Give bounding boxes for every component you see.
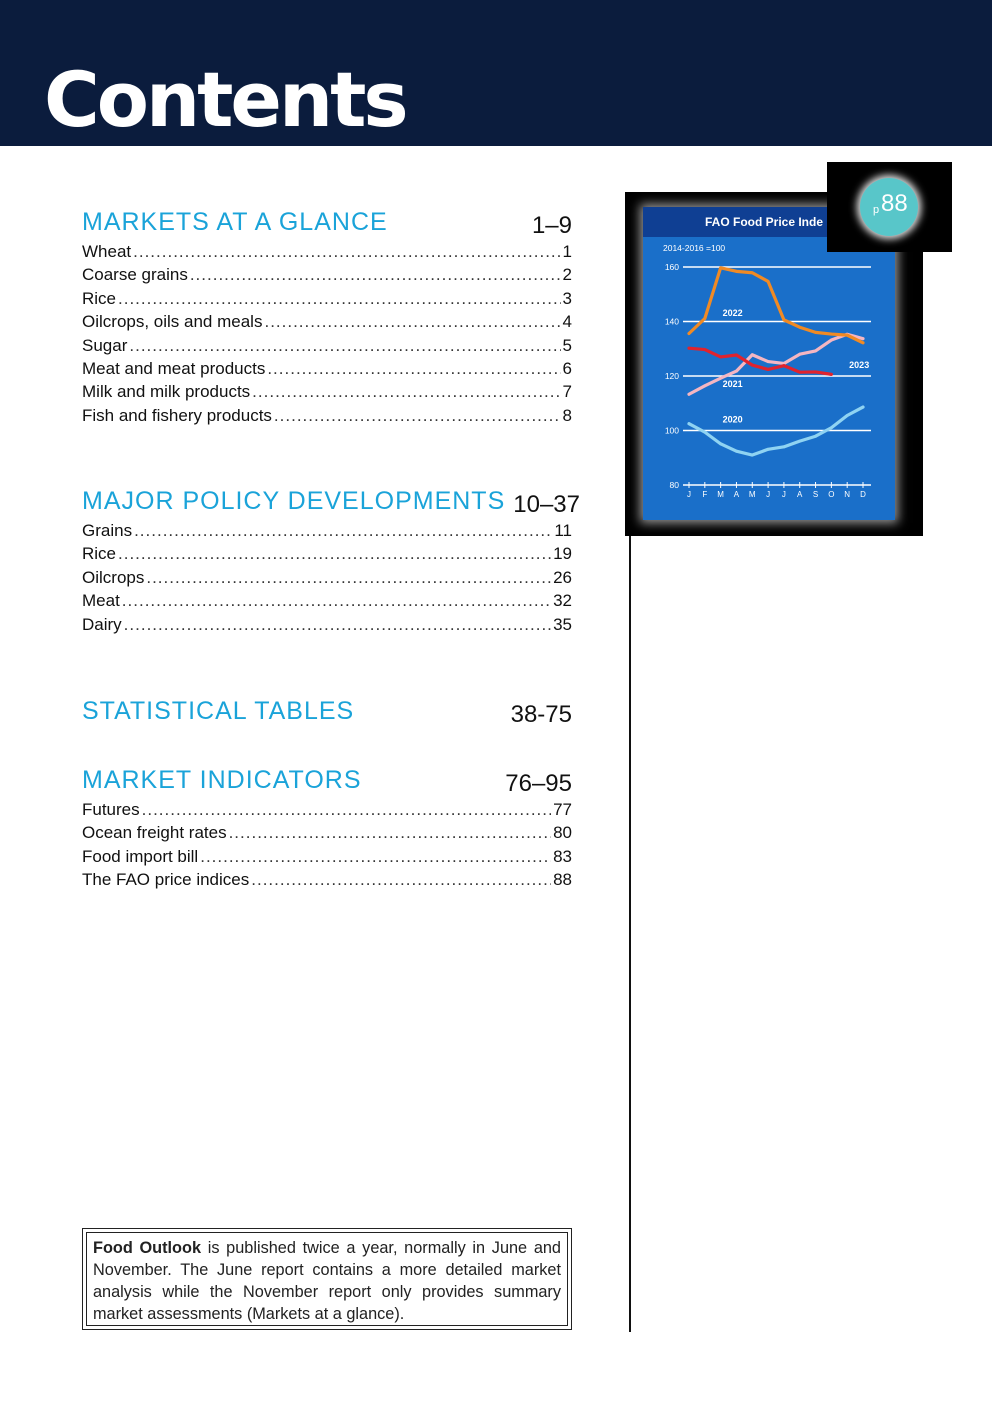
toc-entry-label: Rice [82, 288, 117, 308]
publication-note [82, 1228, 572, 1330]
chart-point [751, 353, 754, 356]
chart-point [798, 353, 801, 356]
chart-series-label: 2023 [849, 359, 870, 370]
toc-dot-leader [118, 544, 551, 564]
chart-x-tick-label: A [797, 490, 803, 499]
toc-entry-label: Ocean freight rates [82, 823, 227, 843]
toc-entry-page: 19 [553, 544, 572, 564]
page-title: Contents [44, 55, 406, 144]
toc-entry-label: Fish and fishery products [82, 405, 272, 425]
toc-entry-label: Futures [82, 800, 140, 819]
chart-point [798, 440, 801, 443]
chart-y-tick-label: 100 [664, 425, 679, 436]
fao-food-price-index-chart [643, 207, 895, 520]
toc-entry-page: 8 [562, 405, 572, 425]
toc-dot-leader [251, 870, 551, 890]
toc-entry[interactable] [82, 336, 572, 359]
toc-section-page-range: 38-75 [510, 701, 572, 728]
chart-point [703, 317, 706, 320]
chart-series-label: 2020 [722, 414, 743, 425]
publication-note-body [86, 1232, 568, 1326]
toc-entry-page: 77 [553, 800, 572, 819]
toc-section [82, 487, 580, 638]
toc-entry[interactable] [82, 823, 572, 846]
toc-section [82, 697, 572, 731]
chart-x-tick-label: A [733, 490, 740, 499]
toc-entry-page: 26 [553, 567, 572, 587]
toc-entry-label: Rice [82, 544, 117, 564]
toc-entry-page: 11 [554, 521, 572, 540]
chart-x-tick-label: S [812, 490, 819, 499]
chart-point [830, 373, 833, 376]
chart-point [767, 368, 770, 371]
toc-dot-leader [229, 823, 552, 843]
toc-section [82, 208, 572, 429]
toc-entry[interactable] [82, 870, 572, 893]
chart-x-tick-label: N [844, 490, 851, 499]
chart-point [814, 350, 817, 353]
toc-entry-label: Wheat [82, 242, 132, 261]
chart-series-label: 2021 [722, 378, 743, 389]
toc-dot-leader [134, 521, 552, 541]
chart-point [719, 442, 722, 445]
chart-point [735, 354, 738, 357]
toc-dot-leader [252, 382, 560, 402]
chart-x-tick-label: D [860, 490, 866, 499]
chart-point [846, 414, 849, 417]
toc-entry-page: 32 [553, 591, 572, 611]
chart-point [719, 266, 722, 269]
toc-entry-page: 83 [553, 846, 572, 866]
chart-point [703, 431, 706, 434]
toc-entry[interactable] [82, 265, 572, 288]
toc-section [82, 766, 572, 894]
chart-x-tick-label: J [687, 490, 691, 499]
chart-point [751, 271, 754, 274]
toc-entry-page: 35 [553, 614, 572, 634]
chart-point [830, 333, 833, 336]
toc-section-title[interactable]: MAJOR POLICY DEVELOPMENTS [82, 487, 506, 515]
chart-point [783, 318, 786, 321]
toc-section-title[interactable]: MARKET INDICATORS [82, 766, 362, 794]
toc-entry-page: 2 [562, 265, 572, 285]
chart-series-line-2021 [689, 334, 863, 394]
chart-point [783, 445, 786, 448]
toc-dot-leader [274, 406, 561, 426]
toc-section-header [82, 208, 572, 242]
toc-dot-leader [129, 336, 560, 356]
chart-y-tick-label: 120 [664, 371, 679, 381]
toc-entry-label: Oilcrops [82, 567, 145, 587]
toc-dot-leader [190, 265, 561, 285]
chart-point [688, 347, 691, 350]
toc-dot-leader [133, 242, 560, 262]
toc-entry-label: Meat and meat products [82, 358, 266, 378]
publication-note-text: is published twice a year, normally in June and November. The June report contains a more detailed market analysis while the November report only provides summary market assessments (Markets at a glance). [93, 1239, 561, 1323]
toc-entry-label: Meat [82, 591, 120, 611]
toc-section-header [82, 697, 572, 731]
chart-x-tick-label: F [702, 490, 708, 499]
chart-x-tick-label: M [717, 490, 724, 499]
toc-entry[interactable] [82, 406, 572, 429]
toc-entry-page: 7 [562, 382, 572, 402]
toc-dot-leader [267, 359, 560, 379]
toc-section-page-range: 1–9 [531, 212, 572, 239]
toc-entry[interactable] [82, 847, 572, 870]
chart-point [862, 337, 865, 340]
chart-point [830, 426, 833, 429]
toc-entry[interactable] [82, 544, 572, 567]
chart-series-line-2022 [689, 268, 863, 343]
toc-entry-page: 80 [553, 823, 572, 843]
toc-entry-label: Oilcrops, oils and meals [82, 312, 263, 332]
toc-entry[interactable] [82, 591, 572, 614]
toc-entry[interactable] [82, 242, 572, 265]
toc-section-title[interactable]: STATISTICAL TABLES [82, 697, 355, 725]
toc-dot-leader [146, 568, 551, 588]
toc-entry-page: 88 [553, 870, 572, 890]
toc-entry[interactable] [82, 521, 572, 544]
chart-point [735, 270, 738, 273]
chart-point [814, 371, 817, 374]
chart-point [846, 334, 849, 337]
chart-point [767, 448, 770, 451]
toc-entry-page: 1 [562, 242, 572, 261]
chart-y-tick-label: 140 [664, 316, 679, 327]
chart-point [862, 406, 865, 409]
toc-section-page-range: 76–95 [505, 770, 572, 797]
toc-dot-leader [264, 312, 560, 332]
toc-entry[interactable] [82, 568, 572, 591]
toc-section-page-range: 10–37 [513, 491, 580, 518]
chart-point [830, 339, 833, 342]
toc-entry-label: Grains [82, 521, 133, 540]
toc-entry-list [82, 521, 572, 638]
page-badge-prefix: p [873, 204, 880, 216]
toc-entry-label: Dairy [82, 614, 122, 634]
chart-x-tick-label: J [781, 490, 786, 499]
chart-y-tick-label: 160 [664, 262, 679, 272]
page-badge-number: 88 [881, 190, 908, 217]
chart-point [688, 393, 691, 396]
toc-entry-label: Milk and milk products [82, 382, 251, 402]
toc-entry-label: Sugar [82, 335, 128, 355]
chart-point [719, 377, 722, 380]
toc-entry[interactable] [82, 800, 572, 823]
chart-base-label: 2014-2016 =100 [663, 243, 726, 253]
chart-point [688, 422, 691, 425]
publication-name: Food Outlook [93, 1239, 201, 1257]
toc-entry-list [82, 242, 572, 429]
toc-entry-label: Food import bill [82, 846, 199, 866]
chart-x-tick-label: O [828, 490, 835, 499]
toc-dot-leader [118, 289, 561, 309]
chart-point [767, 280, 770, 283]
toc-entry-page: 6 [562, 358, 572, 378]
toc-section-header [82, 766, 572, 800]
chart-point [814, 331, 817, 334]
chart-point [719, 356, 722, 359]
chart-point [735, 370, 738, 373]
chart-point [751, 454, 754, 457]
chart-x-tick-label: J [766, 490, 771, 499]
chart-point [688, 332, 691, 335]
toc-dot-leader [124, 615, 551, 635]
toc-entry[interactable] [82, 289, 572, 312]
chart-point [798, 326, 801, 329]
toc-dot-leader [200, 847, 551, 867]
toc-entry-page: 5 [562, 335, 572, 355]
toc-entry[interactable] [82, 312, 572, 335]
chart-x-tick-label: M [748, 490, 756, 499]
toc-dot-leader [142, 800, 551, 820]
toc-section-header [82, 487, 580, 521]
chart-point [862, 341, 865, 344]
chart-point [814, 435, 817, 438]
chart-plot [643, 207, 895, 520]
toc-entry-list [82, 800, 572, 894]
toc-entry-page: 4 [562, 312, 572, 332]
toc-entry[interactable] [82, 615, 572, 638]
toc-entry-page: 3 [562, 288, 572, 308]
toc-entry[interactable] [82, 359, 572, 382]
toc-entry-label: Coarse grains [82, 265, 188, 285]
chart-series-label: 2022 [722, 308, 743, 319]
toc-section-title[interactable]: MARKETS AT A GLANCE [82, 208, 388, 236]
chart-point [783, 364, 786, 367]
chart-y-tick-label: 80 [669, 480, 679, 490]
chart-point [798, 371, 801, 374]
chart-point [703, 348, 706, 351]
chart-title: FAO Food Price Inde [705, 215, 824, 229]
chart-point [751, 364, 754, 367]
chart-point [703, 384, 706, 387]
toc-dot-leader [122, 591, 551, 611]
toc-entry[interactable] [82, 382, 572, 405]
toc-entry-label: The FAO price indices [82, 870, 250, 890]
chart-point [767, 360, 770, 363]
chart-point [735, 450, 738, 453]
